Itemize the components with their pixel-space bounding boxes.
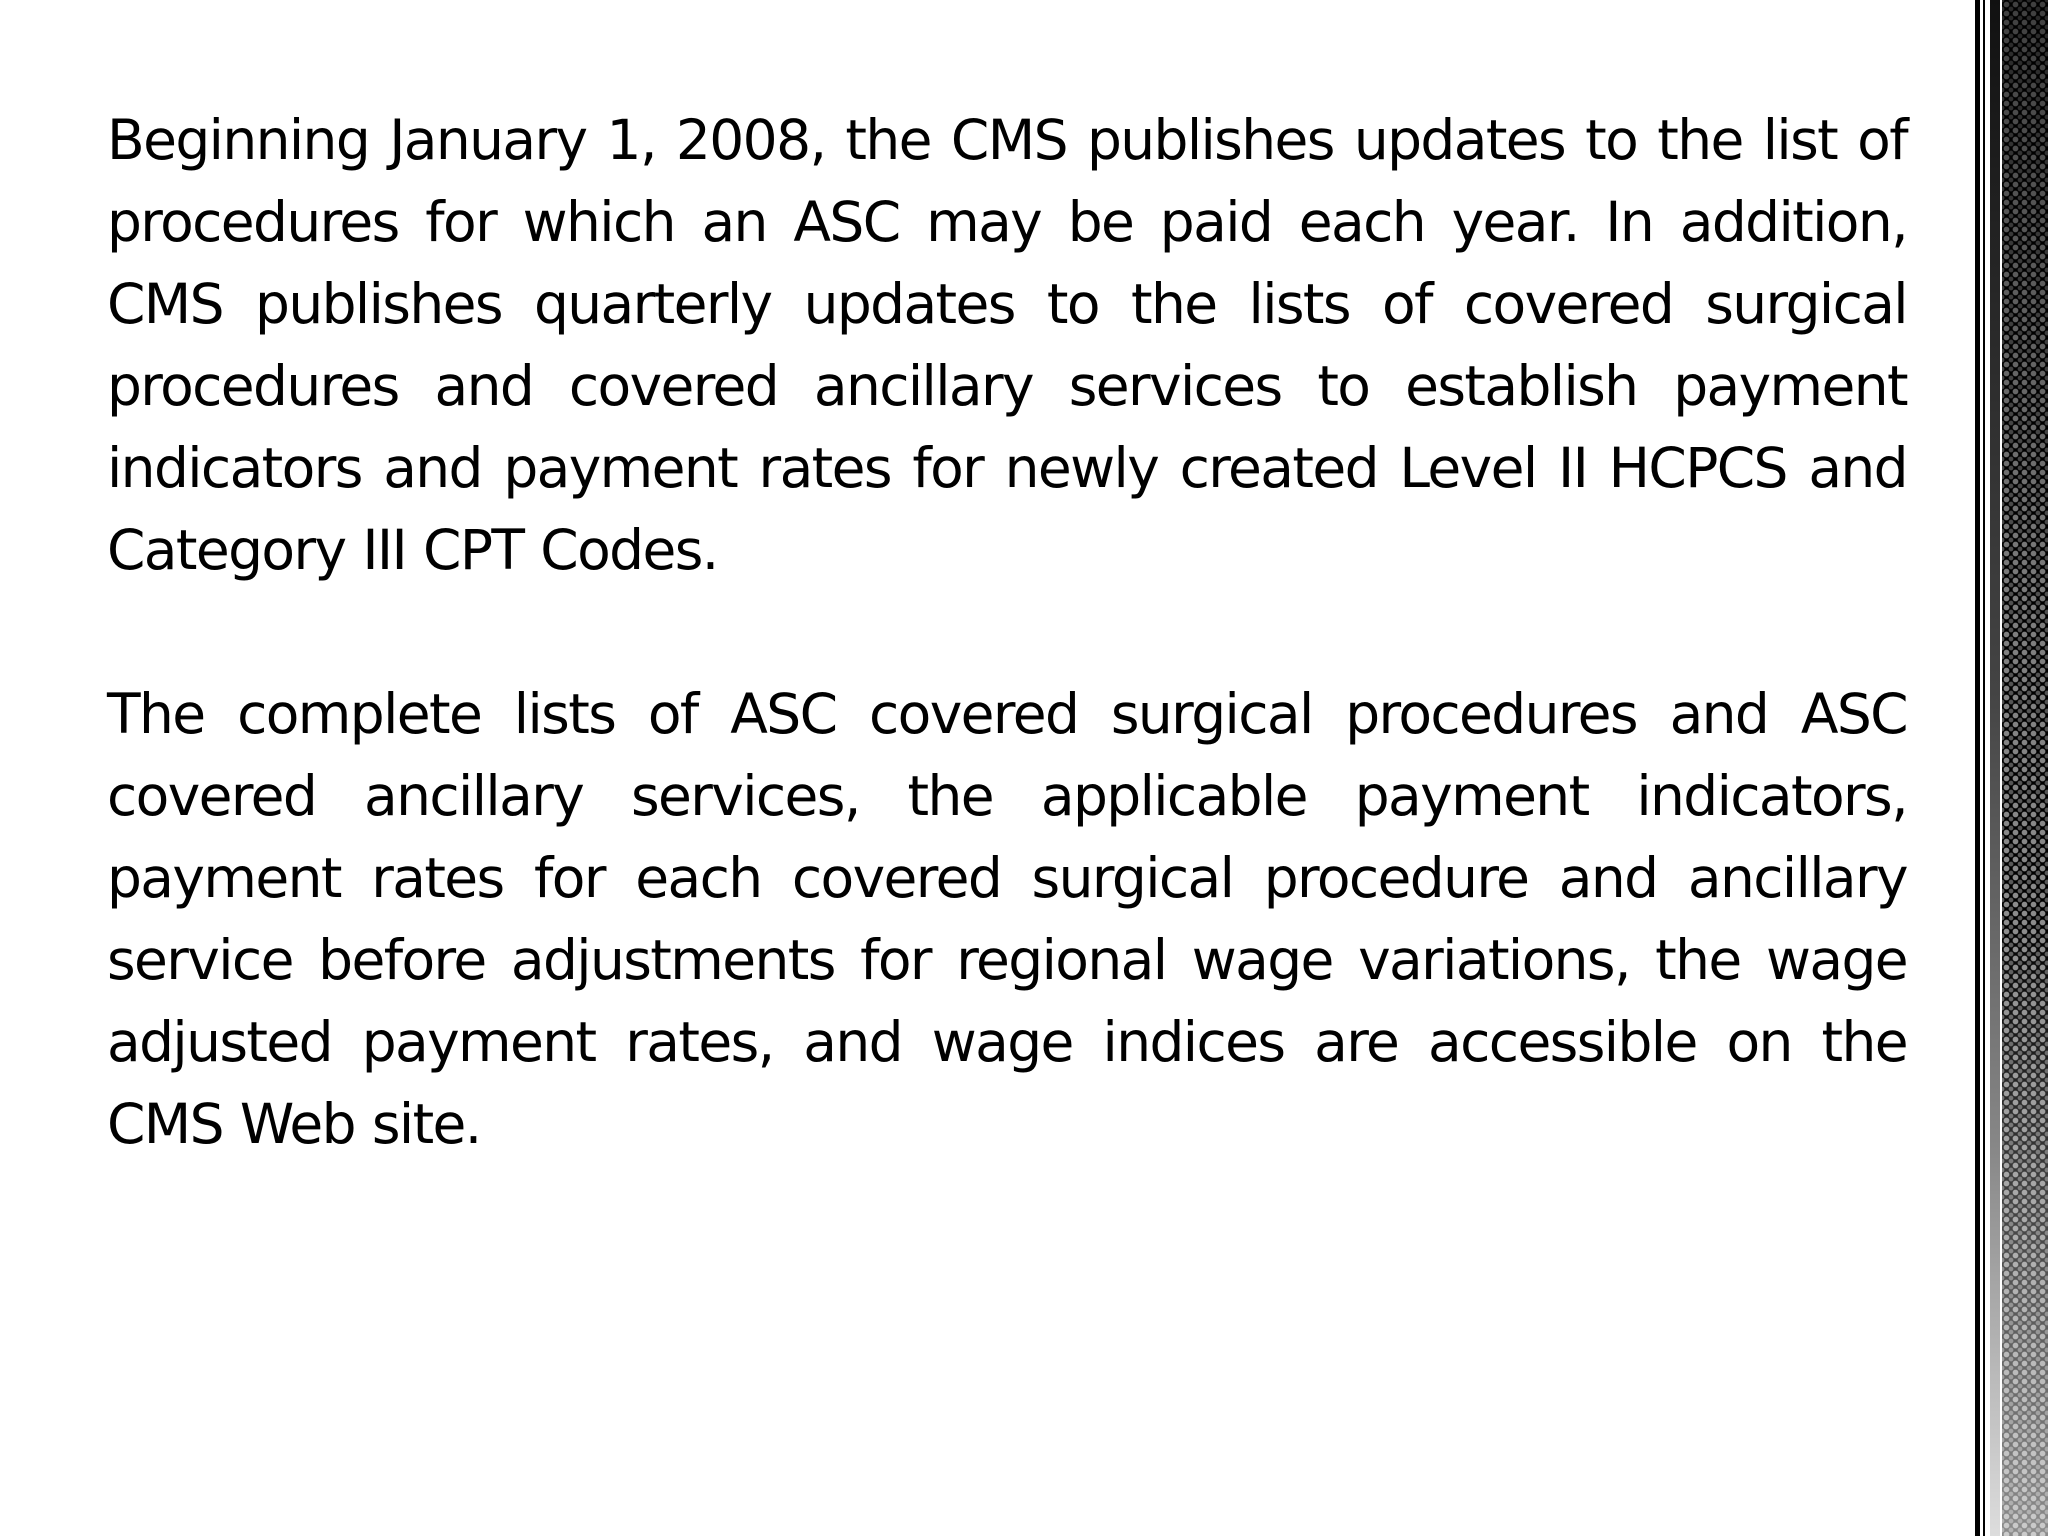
- decorative-side-border: [1968, 0, 2048, 1536]
- paragraph-asc-lists: The complete lists of ASC covered surgical procedures and ASC covered ancillary services, the applicable payment indicators, payment rates for each covered surgical procedure and ancillary service before adjustments for regional wage variations, the wage adjusted payment rates, and wage indices are accessible on the CMS Web site.: [107, 682, 1907, 1156]
- border-line: [1975, 0, 1980, 1536]
- border-line: [1983, 0, 1985, 1536]
- paragraph-asc-updates: Beginning January 1, 2008, the CMS publishes updates to the list of procedures for which an ASC may be paid each year. In addition, CMS publishes quarterly updates to the lists of covered surgical procedures and covered ancillary services to establish payment indicators and payment rates for newly created Level II HCPCS and Category III CPT Codes.: [107, 108, 1907, 582]
- slide-body: [107, 99, 1907, 1165]
- border-gradient-band: [1990, 0, 2000, 1536]
- border-fade-overlay: [2002, 0, 2048, 1536]
